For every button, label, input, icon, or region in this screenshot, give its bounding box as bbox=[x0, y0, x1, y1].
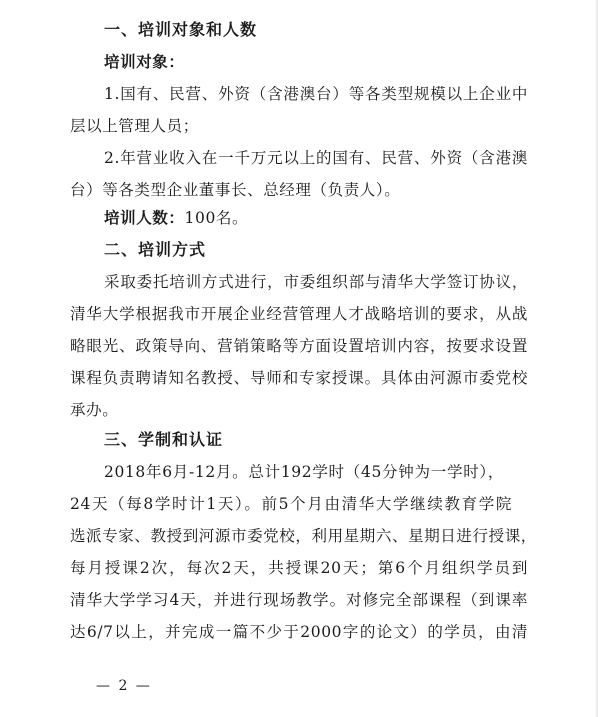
section3-line: 每月授课2次，每次2天，共授课20天；第6个月组织学员到 bbox=[70, 559, 528, 577]
section3-line: 2018年6月-12月。总计192学时（45分钟为一学时）， bbox=[104, 463, 504, 481]
training-count-value: 100名。 bbox=[184, 209, 249, 227]
section2-line: 采取委托培训方式进行，市委组织部与清华大学签订协议， bbox=[104, 273, 528, 291]
section1-item1-line2: 层以上管理人员； bbox=[70, 117, 199, 135]
page-number: — 2 — bbox=[96, 678, 152, 694]
section1-item2-line1: 2.年营业收入在一千万元以上的国有、民营、外资（含港澳 bbox=[104, 149, 528, 167]
section2-heading: 二、培训方式 bbox=[104, 240, 207, 259]
section1-item2-line2: 台）等各类型企业董事长、总经理（负责人）。 bbox=[70, 181, 401, 199]
section1-item1-line1: 1.国有、民营、外资（含港澳台）等各类型规模以上企业中 bbox=[104, 85, 528, 103]
training-count-label: 培训人数： bbox=[104, 208, 185, 227]
section1-heading: 一、培训对象和人数 bbox=[104, 20, 258, 39]
section3-line: 24天（每8学时计1天）。前5个月由清华大学继续教育学院 bbox=[70, 495, 512, 513]
section2-line: 略眼光、政策导向、营销策略等方面设置培训内容，按要求设置 bbox=[70, 337, 528, 355]
training-object-label: 培训对象： bbox=[104, 52, 185, 71]
section3-line: 选派专家、教授到河源市委党校，利用星期六、星期日进行授课， bbox=[70, 527, 537, 545]
section3-line: 达6/7以上，并完成一篇不少于2000字的论文）的学员，由清 bbox=[70, 623, 528, 641]
section2-line: 清华大学根据我市开展企业经营管理人才战略培训的要求，从战 bbox=[70, 305, 528, 323]
section2-line: 课程负责聘请知名教授、导师和专家授课。具体由河源市委党校 bbox=[70, 369, 528, 387]
training-count-line bbox=[104, 208, 248, 228]
section3-line: 清华大学学习4天，并进行现场教学。对修完全部课程（到课率 bbox=[70, 591, 528, 609]
section3-heading: 三、学制和认证 bbox=[104, 430, 224, 449]
section2-line: 承办。 bbox=[70, 401, 119, 419]
